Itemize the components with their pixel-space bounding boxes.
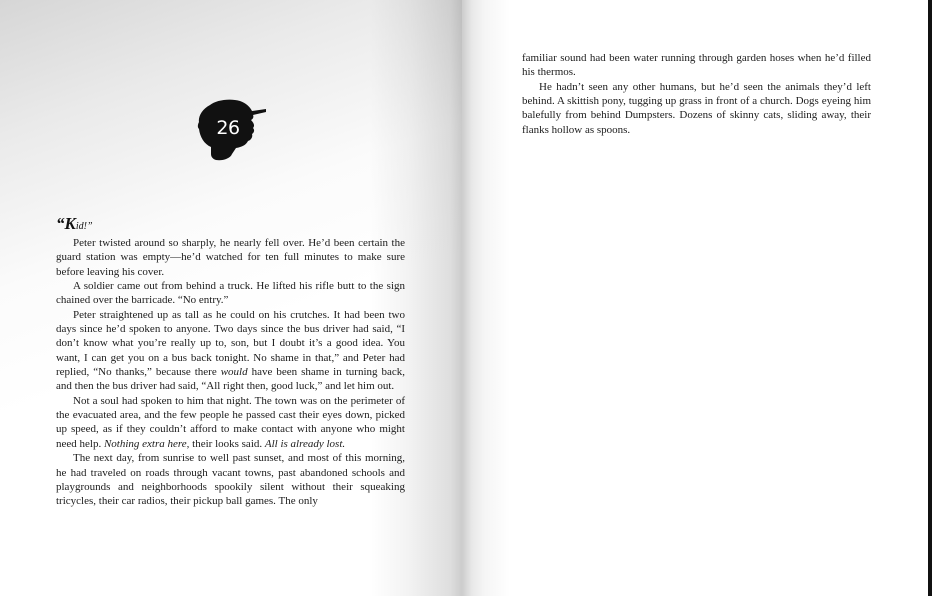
book-edge (928, 0, 932, 596)
chapter-number: 26 (216, 117, 240, 139)
paragraph-continuation: familiar sound had been water running through garden hoses when he’d filled his thermos. (522, 52, 871, 79)
right-page-body (522, 51, 871, 137)
chapter-heading (196, 99, 268, 161)
paragraph: A soldier came out from behind a truck. He lifted his rifle butt to the sign chained over the barricade. “No entry.” (56, 280, 405, 307)
paragraph: Peter twisted around so sharply, he nearly fell over. He’d been certain the guard station was empty—he’d watched for ten full minutes to make sure before leaving his cover. (56, 237, 405, 278)
paragraph: Not a soul had spoken to him that night. The town was on the perimeter of the evacuated area, and the few people he passed cast their eyes down, picked up speed, as if they couldn’t afford to make contact with anyone who might need help. Nothing extra here, their looks said. All is already lost. (56, 394, 405, 450)
chapter-opening-word (56, 214, 93, 237)
paragraph: Peter straightened up as tall as he could on his crutches. It had been two days since he’d spoken to anyone. Two days since the bus driver had said, “I don’t know what you’re really up to, son, but I doubt it’s a good idea. You want, I can get you on a bus back tonight. No shame in that,” and Peter had replied, “No thanks,” because there would have been shame in turning back, and then the bus driver had said, “All right then, good luck,” and let him out. (56, 308, 406, 393)
left-page-body (56, 236, 405, 509)
opening-rest: id!” (75, 221, 93, 232)
paragraph: The next day, from sunrise to well past sunset, and most of this morning, he had traveled on roads through vacant towns, past abandoned schools and playgrounds and neighborhoods spookily silent without their squeaking tricycles, their car radios, their pickup ball games. The only (56, 452, 405, 508)
opening-quote: “ (56, 214, 65, 233)
drop-letter: K (64, 214, 76, 233)
paragraph: He hadn’t seen any other humans, but he’d seen the animals they’d left behind. A skittish pony, tugging up grass in front of a church. Dogs eyeing him balefully from behind Dumpsters. Dozens of skinny cats, sliding away, their flanks hollow as spoons. (522, 80, 871, 136)
left-page[interactable] (0, 0, 462, 596)
